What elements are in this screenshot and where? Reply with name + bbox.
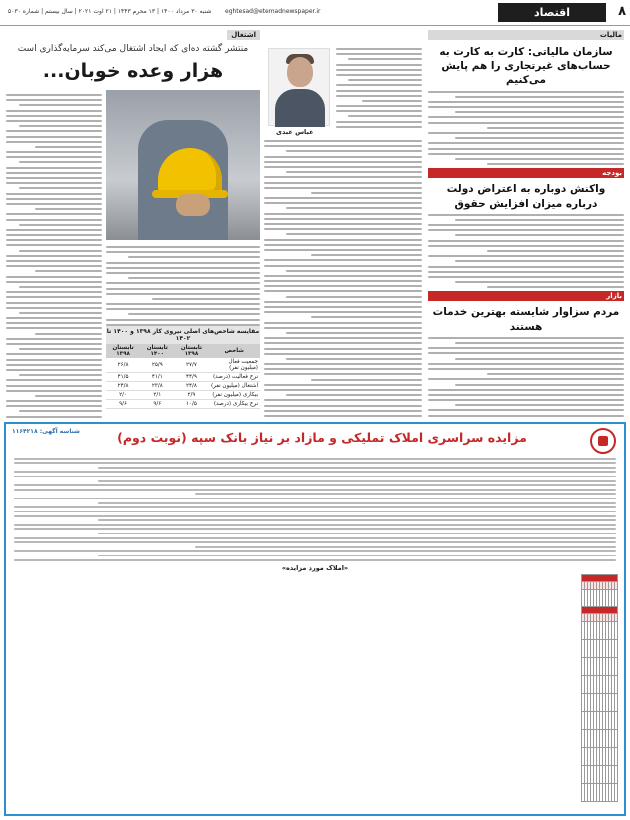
- hard-hat-photo: [106, 90, 260, 240]
- ad-title[interactable]: مزایده سراسری املاک تملیکی و مازاد بر نیاز بانک سپه (نوبت دوم): [117, 430, 527, 445]
- main-text-left: [6, 94, 102, 418]
- stats-row: جمعیت فعال (میلیون نفر) ۲۷/۷ ۲۵/۹ ۲۶/۸: [106, 358, 260, 373]
- tag-employment: اشتغال: [227, 30, 260, 40]
- tag-budget: بودجه: [428, 168, 624, 178]
- author-name: عباس عبدی: [276, 128, 314, 136]
- table-row[interactable]: [582, 640, 618, 658]
- stats-row: بیکاری (میلیون نفر) ۲/۹ ۲/۱ ۲/۰: [106, 391, 260, 400]
- middle-column: [264, 30, 422, 418]
- stats-header: تابستان ۱۳۹۸: [174, 344, 208, 358]
- section-tab[interactable]: اقتصاد: [498, 3, 606, 22]
- stats-header: شاخص: [209, 344, 260, 358]
- main-kicker: منتشر گشته ده‌ای که ایجاد اشتغال می‌کند سرمایه‌گذاری است: [17, 44, 249, 54]
- auction-table-1: [581, 574, 618, 608]
- headline-salary[interactable]: واکنش دوباره به اعتراض دولت درباره میزان افزایش حقوق: [446, 183, 606, 210]
- table-row[interactable]: [582, 622, 618, 640]
- right-column: [428, 30, 624, 418]
- table-row[interactable]: [582, 730, 618, 748]
- page-number: ۸: [618, 4, 626, 19]
- table-row[interactable]: [582, 748, 618, 766]
- page-header: [0, 0, 630, 26]
- table-row[interactable]: [582, 658, 618, 676]
- table-row[interactable]: [582, 676, 618, 694]
- labor-stats-table: [106, 326, 260, 409]
- headline-service[interactable]: مردم سزاوار شایسته بهترین خدمات هستند: [432, 306, 620, 333]
- stats-title: مقایسه شاخص‌های اصلی نیروی کار ۱۳۹۸ و ۱۴۰۰ تا ۱۴۰۲: [106, 328, 260, 342]
- issue-line: شنبه ۳۰ مرداد ۱۴۰۰ | ۱۳ محرم ۱۴۴۳ | ۲۱ اوت ۲۰۲۱ | سال بیستم | شماره ۵۰۳۰: [8, 8, 212, 15]
- author-photo: [268, 48, 330, 126]
- stats-row: نرخ بیکاری (درصد) ۱۰/۵ ۹/۶ ۹/۶: [106, 400, 260, 409]
- tag-maliat: مالیات: [428, 30, 624, 40]
- stats-header: تابستان ۱۳۹۸: [106, 344, 140, 358]
- site-url[interactable]: eghtesad@etemadnewspaper.ir: [225, 8, 321, 15]
- main-title[interactable]: هزار وعده خوبان...: [42, 60, 224, 82]
- ad-terms-text: [14, 458, 616, 563]
- author-intro-text: [336, 48, 422, 131]
- table-row[interactable]: [582, 766, 618, 784]
- items-title: «املاک مورد مزایده»: [281, 564, 349, 572]
- author-box: [264, 48, 422, 140]
- table-row[interactable]: [582, 712, 618, 730]
- headline-tax[interactable]: سازمان مالیاتی: کارت به کارت به حساب‌های غیرتجاری را هم پایش می‌کنیم: [439, 46, 613, 87]
- stats-row: اشتغال (میلیون نفر) ۲۴/۸ ۲۳/۸ ۲۴/۸: [106, 382, 260, 391]
- ad-code: شناسه آگهی: ۱۱۶۴۲۱۸: [12, 428, 80, 435]
- bank-logo-icon: [590, 428, 616, 454]
- auction-table-2: [581, 606, 618, 802]
- stats-row: نرخ فعالیت (درصد) ۴۴/۹ ۴۱/۱ ۴۱/۵: [106, 373, 260, 382]
- table-row[interactable]: [582, 694, 618, 712]
- table-row[interactable]: [582, 784, 618, 802]
- main-story: [6, 30, 260, 418]
- auction-ad: [4, 422, 626, 816]
- table-row[interactable]: [582, 590, 618, 608]
- middle-body-text: [264, 140, 422, 418]
- tag-market: بازار: [428, 291, 624, 301]
- stats-header: تابستان ۱۴۰۰: [140, 344, 174, 358]
